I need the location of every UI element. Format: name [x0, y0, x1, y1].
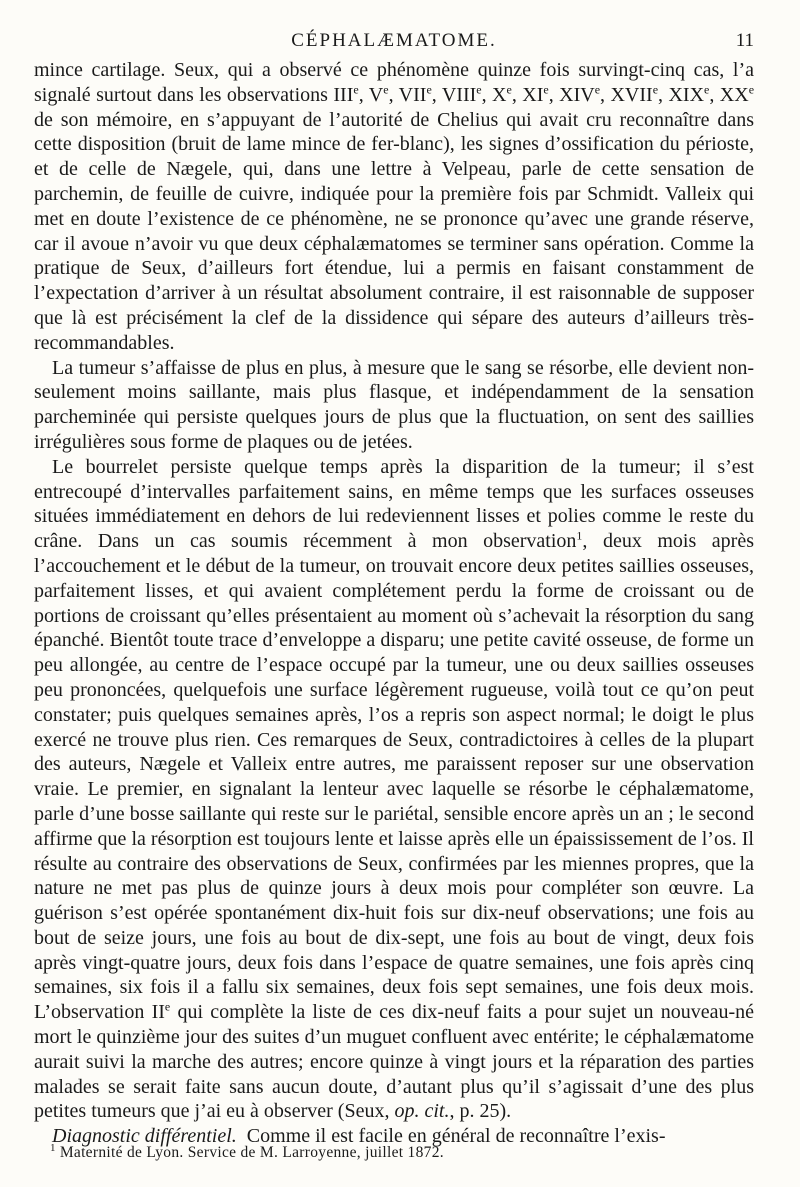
running-head: CÉPHALÆMATOME. — [291, 30, 497, 51]
paragraph-2: La tumeur s’affaisse de plus en plus, à mesure que le sang se résorbe, elle devient non-seulement moins saillante, mais plus flasque, et indépendamment de la sensation parcheminée qui persiste quelques jours de plus que la fluctuation, on sent des saillies irrégulières sous forme de plaques ou de jetées. — [34, 356, 754, 453]
page-number: 11 — [735, 30, 754, 51]
body-text — [34, 58, 754, 1149]
footnote-reference: 1 — [576, 528, 583, 543]
paragraph-3: Le bourrelet persiste quelque temps après la disparition de la tumeur; il s’est entrecoupé d’intervalles parfaitement sains, en même temps que les surfaces osseuses situées immédiatement en dehors de lui redeviennent lisses et polies comme le reste du crâne. Dans un cas soumis récemment à mon observation$^1$, deux mois après l’accouchement et le début de la tumeur, on trouvait encore deux petites saillies osseuses, parfaitement lisses, et qui avaient complétement perdu la forme de croissant ou de portions de croissant qu’elles présentaient au moment où s’achevait la résorption du sang épanché. Bientôt toute trace d’enveloppe a disparu; une petite cavité osseuse, de forme un peu allongée, au centre de l’espace occupé par la tumeur, une ou deux saillies osseuses peu prononcées, quelquefois une surface légèrement rugueuse, voilà tout ce qu’on peut constater; puis quelques semaines après, l’os a repris son aspect normal; le doigt le plus exercé ne trouve plus rien. Ces remarques de Seux, contradictoires à celles de la plupart des auteurs, Nægele et Valleix entre autres, me paraissent reposer sur une observation vraie. Le premier, en signalant la lenteur avec laquelle se résorbe le céphalæmatome, parle d’une bosse saillante qui reste sur le pariétal, sensible encore après un an ; le second affirme que la résorption est toujours lente et laisse après elle un épaississement de l’os. Il résulte au contraire des observations de Seux, confirmées par les miennes propres, que la nature ne met pas plus de quinze jours à deux mois pour compléter son œuvre. La guérison s’est opérée spontanément dix-huit fois sur dix-neuf observations; une fois au bout de seize jours, une fois au bout de dix-sept, une fois au bout de vingt, deux fois après vingt-quatre jours, deux fois dans l’espace de quatre semaines, une fois après cinq semaines, six fois il a fallu six semaines, deux fois sept semaines, une fois deux mois. L’observation IIe qui complète la liste de ces dix-neuf faits a pour sujet un nouveau-né mort le quinzième jour des suites d’un muguet confluent avec entérite; le céphalæmatome aurait suivi la marche des autres; encore quinze à vingt jours et la réparation des parties malades se serait faite sans aucun doute, d’autant plus qu’il s’agissait d’une des plus petites tumeurs que j’ai eu à observer (Seux, op. cit., p. 25). — [34, 455, 755, 1123]
footnote-mark: 1 — [50, 1142, 56, 1154]
paragraph-1: mince cartilage. Seux, qui a observé ce phénomène quinze fois survingt-cinq cas, l’a signalé surtout dans les observations IIIe, Ve, VIIe, VIIIe, Xe, XIe, XIVe, XVIIe, XIXe, XXe de son mémoire, en s’appuyant de l’autorité de Chelius qui avait cru reconnaître dans cette disposition (bruit de lame mince de fer-blanc), les signes d’ossification du périoste, et de celle de Nægele, qui, dans une lettre à Velpeau, parle de cette sensation de parchemin, de feuille de cuivre, indiquée pour la première fois par Schmidt. Valleix qui met en doute l’existence de ce phénomène, ne se prononce qu’avec une grande réserve, car il avoue n’avoir vu que deux céphalæmatomes se terminer sans opération. Comme la pratique de Seux, d’ailleurs fort étendue, lui a permis en faisant constamment de l’expectation d’arriver à un résultat absolument contraire, il est raisonnable de supposer que là est précisément la clef de la dissidence qui sépare des auteurs d’ailleurs très-recommandables. — [34, 59, 755, 354]
page-header — [34, 30, 754, 58]
footnote — [50, 1142, 444, 1162]
section-heading: Diagnostic différentiel. — [52, 1125, 237, 1148]
footnote-text: Maternité de Lyon. Service de M. Larroyenne, juillet 1872. — [59, 1144, 444, 1162]
paragraph-4: Diagnostic différentiel. Comme il est facile en général de reconnaître l’exis- — [52, 1125, 666, 1148]
